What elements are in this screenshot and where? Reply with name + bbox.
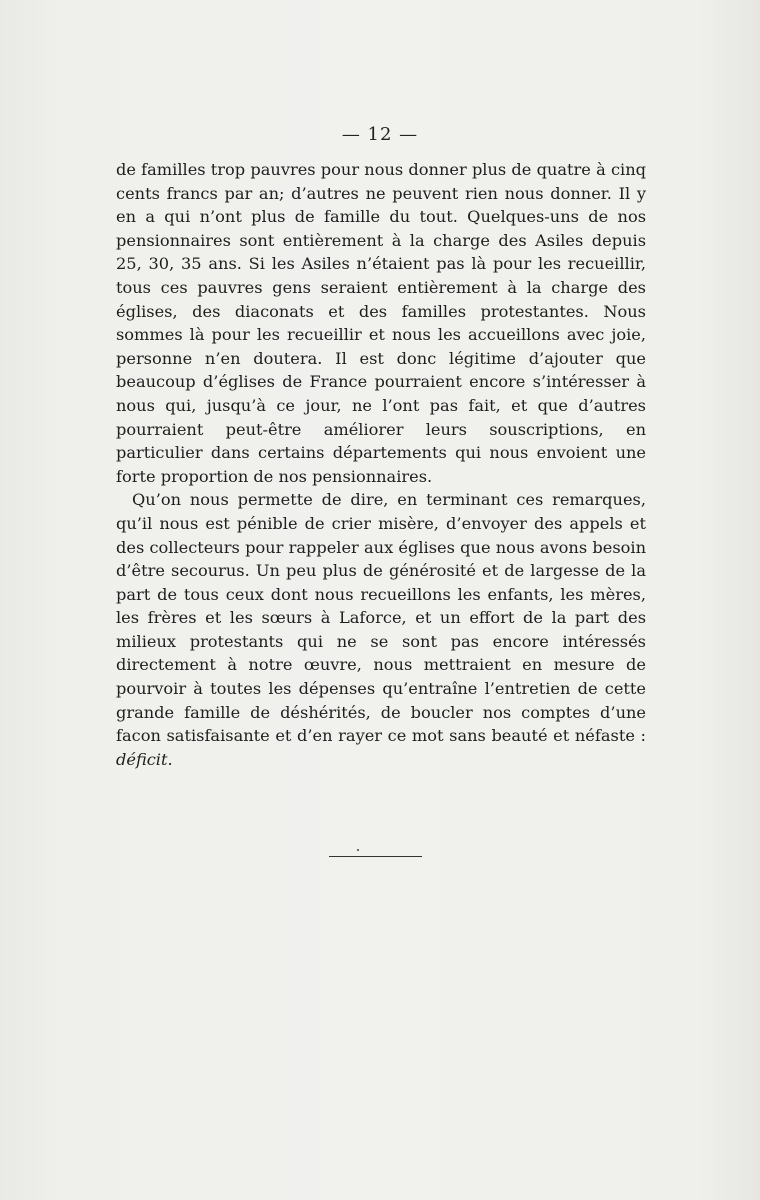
page-number: — 12 — (341, 124, 419, 145)
body-text (116, 158, 646, 771)
section-divider (329, 856, 422, 857)
emphasized-word: déficit. (116, 749, 173, 769)
paragraph-2-text: Qu’on nous permette de dire, en terminant ces remarques, qu’il nous est pénible de crier misère, d’envoyer des appels et des collecteurs pour rappeler aux églises que nous avons besoin d’être secourus. Un peu plus de générosité et de largesse de la part de tous ceux dont nous recueillons les enfants, les mères, les frères et les sœurs à Laforce, et un effort de la part des milieux protestants qui ne se sont pas encore intéressés directement à notre œuvre, nous mettraient en mesure de pourvoir à toutes les dépenses qu’entraîne l’entretien de cette grande famille de déshérités, de boucler nos comptes d’une facon satisfaisante et d’en rayer ce mot sans beauté et néfaste : (116, 490, 646, 746)
paragraph-2 (116, 488, 646, 771)
paragraph-1: de familles trop pauvres pour nous donner plus de quatre à cinq cents francs par an; d’autres ne peuvent rien nous donner. Il y en a qui n’ont plus de famille du tout. Quelques-uns de nos pensionnaires sont entièrement à la charge des Asiles depuis 25, 30, 35 ans. Si les Asiles n’étaient pas là pour les recueillir, tous ces pauvres gens seraient entièrement à la charge des églises, des diaconats et des familles protestantes. Nous sommes là pour les recueillir et nous les accueillons avec joie, personne n’en doutera. Il est donc légitime d’ajouter que beaucoup d’églises de France pourraient encore s’intéresser à nous qui, jusqu’à ce jour, ne l’ont pas fait, et que d’autres pourraient peut-être améliorer leurs souscriptions, en particulier dans certains départements qui nous envoient une forte proportion de nos pensionnaires. (116, 160, 646, 486)
divider-dot (357, 849, 359, 851)
